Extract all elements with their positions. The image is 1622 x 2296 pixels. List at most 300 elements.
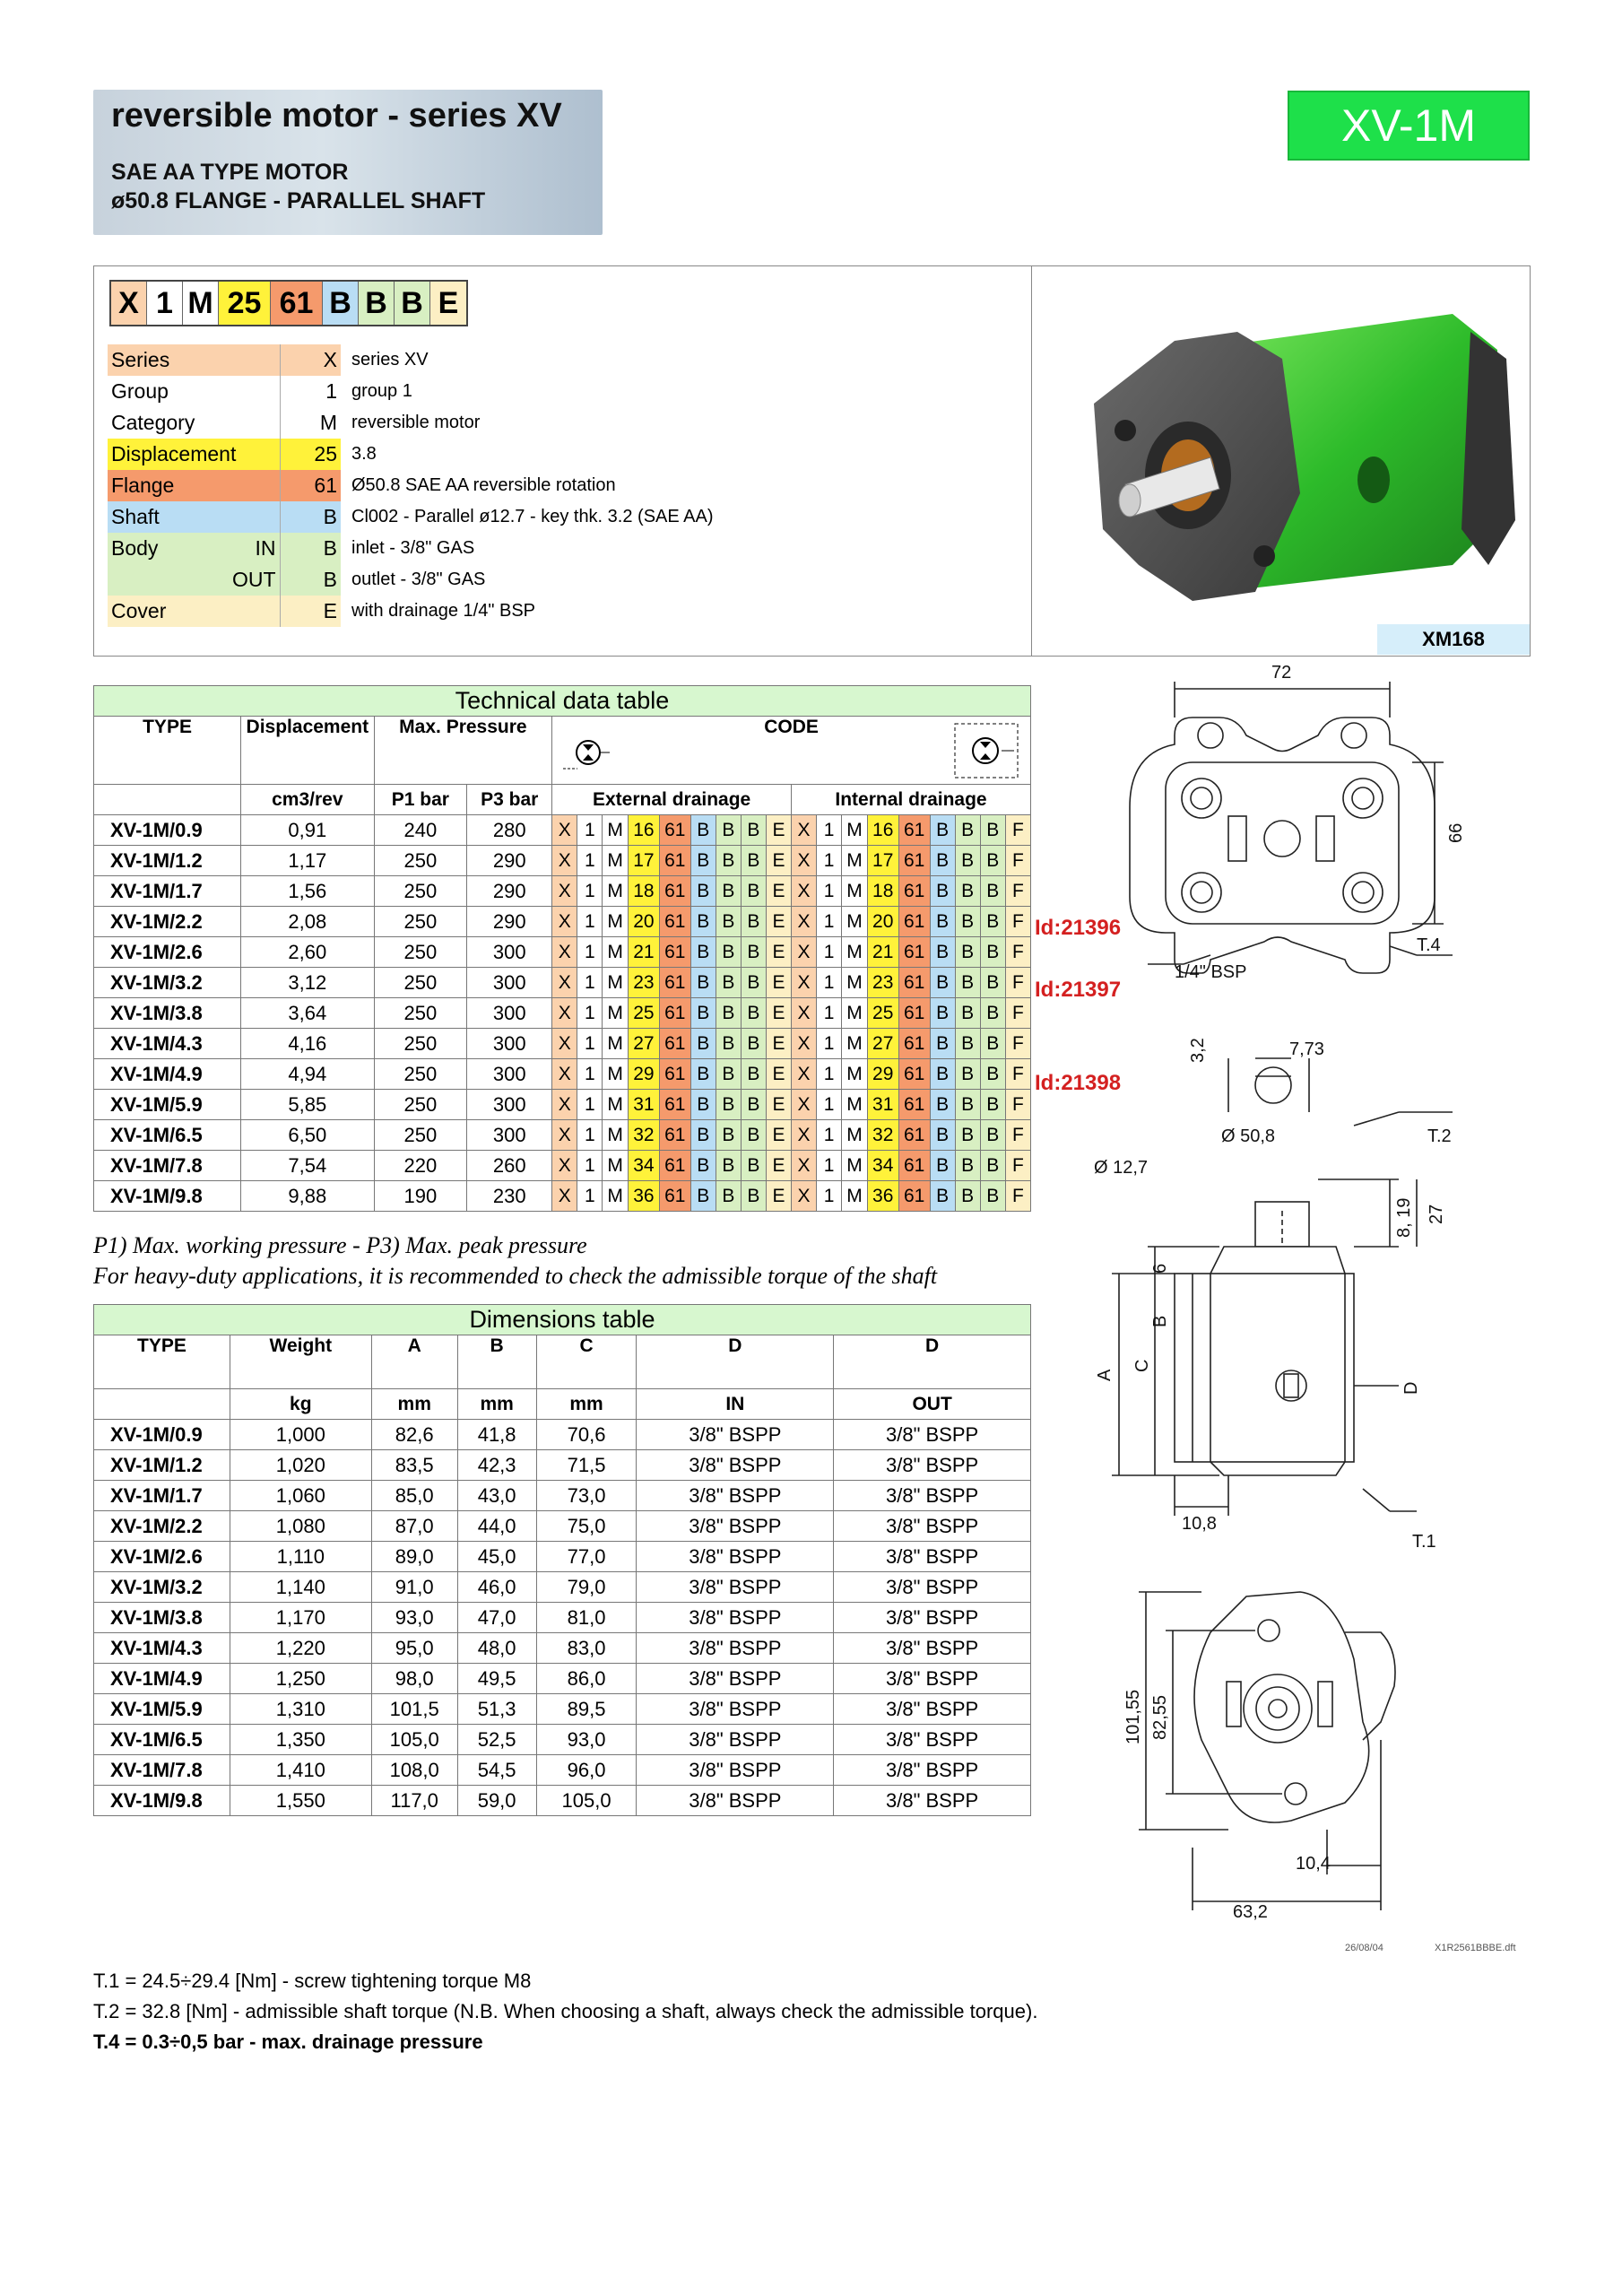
cell-type: XV-1M/3.2: [94, 968, 241, 998]
cell-p3: 300: [467, 998, 552, 1029]
code-displacement: 16: [867, 815, 898, 846]
cell-value: 46,0: [457, 1572, 536, 1603]
dim-col-header: D: [834, 1335, 1031, 1389]
dim-key-3-2: 3,2: [1188, 1038, 1208, 1063]
code-displacement: 23: [867, 968, 898, 998]
cell-value: 52,5: [457, 1725, 536, 1755]
col-max-pressure: Max. Pressure: [374, 717, 552, 785]
code-shaft: B: [930, 968, 955, 998]
dim-10-4: 10,4: [1296, 1854, 1331, 1874]
code-shaft: B: [690, 1181, 716, 1212]
code-body-in: B: [955, 1120, 980, 1151]
code-flange: 61: [898, 907, 930, 937]
code-group: 1: [817, 968, 842, 998]
legend-key-label: Displacement: [111, 442, 237, 465]
code-body-in: B: [716, 1090, 741, 1120]
code-flange: 61: [659, 937, 690, 968]
code-cover: F: [1005, 876, 1030, 907]
code-flange: 61: [659, 968, 690, 998]
dim-27: 27: [1427, 1204, 1446, 1224]
cell-p1: 250: [374, 968, 467, 998]
code-body-out: B: [741, 1090, 766, 1120]
code-group: 1: [817, 907, 842, 937]
cell-value: 3/8" BSPP: [834, 1786, 1031, 1816]
code-shaft: B: [930, 876, 955, 907]
legend-value: 25: [280, 439, 341, 470]
cell-value: 83,0: [536, 1633, 637, 1664]
code-cover: E: [766, 998, 791, 1029]
cell-type: XV-1M/2.2: [94, 907, 241, 937]
col-code-label: CODE: [764, 717, 819, 737]
cell-type: XV-1M/4.3: [94, 1633, 230, 1664]
dim-col-header: Weight: [230, 1335, 371, 1389]
dim-diameter-50-8: Ø 50,8: [1221, 1126, 1276, 1146]
legend-description: inlet - 3/8" GAS: [351, 538, 475, 558]
code-flange: 61: [898, 815, 930, 846]
cell-value: 95,0: [371, 1633, 457, 1664]
code-body-in: B: [955, 1059, 980, 1090]
header-internal-drainage: Internal drainage: [792, 785, 1031, 815]
page-subtitle-type: SAE AA TYPE MOTOR: [111, 160, 349, 185]
cell-type: XV-1M/2.2: [94, 1511, 230, 1542]
dim-col-unit: IN: [637, 1389, 834, 1420]
table-row: [94, 1481, 1031, 1511]
code-group: 1: [577, 907, 603, 937]
code-body-in: B: [716, 968, 741, 998]
legend-description: Ø50.8 SAE AA reversible rotation: [351, 475, 616, 495]
dim-col-header: TYPE: [94, 1335, 230, 1389]
code-cover: F: [1005, 1181, 1030, 1212]
legend-sub-label: IN: [255, 536, 276, 560]
code-body-in: B: [716, 1181, 741, 1212]
code-body-out: B: [741, 1181, 766, 1212]
cell-value: 101,5: [371, 1694, 457, 1725]
legend-key: [108, 533, 280, 564]
cell-value: 3/8" BSPP: [834, 1572, 1031, 1603]
code-series: X: [552, 1181, 577, 1212]
cell-value: 3/8" BSPP: [834, 1603, 1031, 1633]
cell-value: 108,0: [371, 1755, 457, 1786]
code-category: M: [603, 998, 629, 1029]
col-displacement: Displacement: [241, 717, 375, 785]
code-cover: E: [766, 907, 791, 937]
code-group: 1: [817, 1120, 842, 1151]
table-row: [94, 968, 1031, 998]
cell-value: 1,140: [230, 1572, 371, 1603]
cell-value: 82,6: [371, 1420, 457, 1450]
cell-displacement: 2,60: [241, 937, 375, 968]
unit-p1: P1 bar: [374, 785, 467, 815]
unit-empty: [94, 785, 241, 815]
code-flange: 61: [659, 876, 690, 907]
legend-value: B: [280, 533, 341, 564]
cell-p1: 250: [374, 1059, 467, 1090]
legend-description: with drainage 1/4" BSP: [351, 601, 535, 621]
code-cover: E: [766, 1151, 791, 1181]
code-body-in: B: [955, 907, 980, 937]
table-row: [94, 1572, 1031, 1603]
cell-value: 1,170: [230, 1603, 371, 1633]
code-segment: E: [430, 282, 466, 325]
cell-value: 59,0: [457, 1786, 536, 1816]
code-category: M: [842, 1029, 868, 1059]
cell-value: 75,0: [536, 1511, 637, 1542]
code-body-out: B: [980, 846, 1005, 876]
cell-p1: 250: [374, 1029, 467, 1059]
code-segment: B: [395, 282, 430, 325]
code-category: M: [603, 1120, 629, 1151]
code-body-in: B: [716, 937, 741, 968]
code-shaft: B: [690, 1120, 716, 1151]
dim-8-19: 8, 19: [1394, 1197, 1414, 1238]
legend-value: 1: [280, 376, 341, 407]
code-displacement: 25: [867, 998, 898, 1029]
table-row: [94, 1542, 1031, 1572]
cell-value: 51,3: [457, 1694, 536, 1725]
code-group: 1: [577, 1059, 603, 1090]
dim-D: D: [1401, 1381, 1421, 1395]
dim-col-unit: mm: [457, 1389, 536, 1420]
code-displacement: 20: [867, 907, 898, 937]
cell-type: XV-1M/6.5: [94, 1725, 230, 1755]
code-series: X: [792, 876, 817, 907]
page-subtitle-flange: ø50.8 FLANGE - PARALLEL SHAFT: [111, 188, 486, 213]
legend-value: B: [280, 564, 341, 596]
legend-value: M: [280, 407, 341, 439]
cell-p3: 260: [467, 1151, 552, 1181]
code-flange: 61: [659, 1120, 690, 1151]
legend-row: [108, 376, 1022, 407]
code-series: X: [792, 968, 817, 998]
code-category: M: [603, 815, 629, 846]
code-body-out: B: [741, 1151, 766, 1181]
cell-value: 89,5: [536, 1694, 637, 1725]
cell-p1: 250: [374, 846, 467, 876]
cell-displacement: 5,85: [241, 1090, 375, 1120]
code-flange: 61: [659, 846, 690, 876]
code-category: M: [842, 968, 868, 998]
dim-col-header: D: [637, 1335, 834, 1389]
code-body-out: B: [741, 1120, 766, 1151]
cell-value: 3/8" BSPP: [637, 1664, 834, 1694]
code-category: M: [842, 1181, 868, 1212]
code-cover: E: [766, 1120, 791, 1151]
code-flange: 61: [659, 1151, 690, 1181]
code-group: 1: [817, 998, 842, 1029]
code-category: M: [603, 968, 629, 998]
code-body-in: B: [955, 1029, 980, 1059]
table-row: [94, 1029, 1031, 1059]
cell-value: 86,0: [536, 1664, 637, 1694]
code-body-in: B: [955, 937, 980, 968]
cell-value: 3/8" BSPP: [637, 1755, 834, 1786]
cell-value: 3/8" BSPP: [637, 1450, 834, 1481]
code-body-out: B: [980, 968, 1005, 998]
cell-value: 3/8" BSPP: [834, 1694, 1031, 1725]
legend-row: [108, 596, 1022, 627]
cell-type: XV-1M/1.7: [94, 1481, 230, 1511]
footnote-t4: T.4 = 0.3÷0,5 bar - max. drainage pressure: [93, 2031, 483, 2053]
code-cover: F: [1005, 937, 1030, 968]
code-body-in: B: [955, 968, 980, 998]
code-shaft: B: [930, 1151, 955, 1181]
drawing-id-label: Id:21398: [1035, 1070, 1122, 1095]
legend-row: [108, 344, 1022, 376]
code-displacement: 31: [628, 1090, 659, 1120]
code-displacement: 34: [628, 1151, 659, 1181]
cell-value: 1,350: [230, 1725, 371, 1755]
code-segment: B: [323, 282, 359, 325]
code-cover: F: [1005, 1151, 1030, 1181]
code-displacement: 29: [628, 1059, 659, 1090]
code-series: X: [552, 876, 577, 907]
code-flange: 61: [659, 1090, 690, 1120]
cell-type: XV-1M/1.7: [94, 876, 241, 907]
code-body-in: B: [716, 1059, 741, 1090]
code-displacement: 36: [628, 1181, 659, 1212]
cell-value: 85,0: [371, 1481, 457, 1511]
table-row: [94, 1181, 1031, 1212]
code-group: 1: [817, 846, 842, 876]
code-group: 1: [577, 1090, 603, 1120]
cell-value: 3/8" BSPP: [637, 1694, 834, 1725]
table-row: [94, 1755, 1031, 1786]
table-row: [94, 1120, 1031, 1151]
cell-value: 105,0: [536, 1786, 637, 1816]
table-row: [94, 937, 1031, 968]
code-series: X: [792, 846, 817, 876]
cell-value: 3/8" BSPP: [637, 1420, 834, 1450]
header-external-drainage: External drainage: [552, 785, 792, 815]
code-cover: E: [766, 1059, 791, 1090]
cell-value: 3/8" BSPP: [637, 1572, 834, 1603]
code-category: M: [603, 937, 629, 968]
table-row: [94, 876, 1031, 907]
legend-value: E: [280, 596, 341, 627]
code-cover: F: [1005, 968, 1030, 998]
cell-type: XV-1M/4.9: [94, 1059, 241, 1090]
table-row: [94, 1664, 1031, 1694]
dimensions-table: [93, 1304, 1031, 1816]
code-category: M: [603, 1059, 629, 1090]
legend-key-label: Shaft: [111, 505, 160, 528]
code-shaft: B: [930, 907, 955, 937]
code-segment: 61: [271, 282, 323, 325]
code-body-in: B: [716, 1029, 741, 1059]
code-series: X: [552, 1120, 577, 1151]
code-displacement: 25: [628, 998, 659, 1029]
legend-description: outlet - 3/8" GAS: [351, 570, 486, 589]
legend-row: [108, 470, 1022, 501]
code-body-out: B: [980, 876, 1005, 907]
code-cover: E: [766, 815, 791, 846]
code-body-out: B: [980, 998, 1005, 1029]
code-shaft: B: [930, 1181, 955, 1212]
legend-description: group 1: [351, 381, 412, 401]
dim-B: B: [1150, 1315, 1170, 1327]
cell-displacement: 3,64: [241, 998, 375, 1029]
code-displacement: 32: [628, 1120, 659, 1151]
code-series: X: [552, 1029, 577, 1059]
unit-displacement: cm3/rev: [241, 785, 375, 815]
code-body-out: B: [980, 1090, 1005, 1120]
code-flange: 61: [898, 876, 930, 907]
code-series: X: [552, 1059, 577, 1090]
code-segment: 1: [147, 282, 183, 325]
cell-value: 3/8" BSPP: [834, 1542, 1031, 1572]
cell-value: 3/8" BSPP: [637, 1603, 834, 1633]
code-body-in: B: [955, 998, 980, 1029]
legend-key-label: Category: [111, 411, 195, 434]
code-series: X: [792, 1151, 817, 1181]
cell-p3: 290: [467, 907, 552, 937]
code-body-in: B: [955, 1151, 980, 1181]
cell-value: 105,0: [371, 1725, 457, 1755]
table-row: [94, 1511, 1031, 1542]
cell-p1: 190: [374, 1181, 467, 1212]
code-category: M: [603, 1029, 629, 1059]
cell-p1: 220: [374, 1151, 467, 1181]
code-cover: F: [1005, 998, 1030, 1029]
cell-p3: 300: [467, 1029, 552, 1059]
cell-value: 42,3: [457, 1450, 536, 1481]
legend-row: [108, 533, 1022, 564]
code-shaft: B: [690, 1059, 716, 1090]
code-displacement: 18: [867, 876, 898, 907]
technical-data-table: [93, 685, 1031, 1212]
legend-value: B: [280, 501, 341, 533]
code-category: M: [842, 846, 868, 876]
table-row: [94, 1059, 1031, 1090]
code-shaft: B: [690, 1151, 716, 1181]
code-shaft: B: [930, 1029, 955, 1059]
code-group: 1: [577, 846, 603, 876]
cell-value: 3/8" BSPP: [834, 1420, 1031, 1450]
code-group: 1: [817, 876, 842, 907]
code-cover: E: [766, 876, 791, 907]
cell-value: 83,5: [371, 1450, 457, 1481]
cell-displacement: 1,17: [241, 846, 375, 876]
cell-value: 71,5: [536, 1450, 637, 1481]
code-category: M: [603, 846, 629, 876]
cell-type: XV-1M/3.8: [94, 998, 241, 1029]
code-body-in: B: [716, 907, 741, 937]
legend-description: reversible motor: [351, 413, 481, 432]
cell-value: 81,0: [536, 1603, 637, 1633]
cell-p3: 290: [467, 846, 552, 876]
dim-width-72: 72: [1271, 664, 1292, 683]
cell-p1: 250: [374, 937, 467, 968]
dim-table-caption: Dimensions table: [94, 1305, 1031, 1335]
cell-value: 3/8" BSPP: [834, 1481, 1031, 1511]
code-cover: E: [766, 937, 791, 968]
code-shaft: B: [930, 1059, 955, 1090]
technical-drawing: [1076, 664, 1532, 1955]
code-displacement: 27: [867, 1029, 898, 1059]
label-t1: T.1: [1412, 1532, 1436, 1552]
legend-description: Cl002 - Parallel ø12.7 - key thk. 3.2 (SAE AA): [351, 507, 714, 526]
code-series: X: [792, 1090, 817, 1120]
code-group: 1: [817, 1059, 842, 1090]
code-body-in: B: [716, 846, 741, 876]
legend-key-label: Cover: [111, 599, 167, 622]
cell-type: XV-1M/4.9: [94, 1664, 230, 1694]
code-body-in: B: [955, 876, 980, 907]
code-cover: F: [1005, 1120, 1030, 1151]
cell-value: 45,0: [457, 1542, 536, 1572]
code-shaft: B: [690, 1090, 716, 1120]
code-category: M: [842, 815, 868, 846]
code-displacement: 20: [628, 907, 659, 937]
dim-col-unit: kg: [230, 1389, 371, 1420]
table-row: [94, 1725, 1031, 1755]
cell-displacement: 9,88: [241, 1181, 375, 1212]
code-shaft: B: [930, 1090, 955, 1120]
code-shaft: B: [690, 876, 716, 907]
cell-p3: 230: [467, 1181, 552, 1212]
legend-key-label: Flange: [111, 474, 175, 497]
cell-value: 77,0: [536, 1542, 637, 1572]
cell-p1: 250: [374, 876, 467, 907]
cell-type: XV-1M/3.2: [94, 1572, 230, 1603]
code-series: X: [552, 815, 577, 846]
code-category: M: [842, 998, 868, 1029]
cell-type: XV-1M/0.9: [94, 815, 241, 846]
tech-table-caption: Technical data table: [94, 686, 1031, 717]
code-group: 1: [817, 1090, 842, 1120]
legend-key: [108, 501, 280, 533]
cell-displacement: 2,08: [241, 907, 375, 937]
cell-type: XV-1M/9.8: [94, 1181, 241, 1212]
drawing-date: 26/08/04: [1345, 1943, 1383, 1953]
code-series: X: [792, 907, 817, 937]
code-category: M: [842, 907, 868, 937]
cell-p3: 300: [467, 968, 552, 998]
legend-key-label: Body: [111, 536, 159, 560]
code-body-in: B: [955, 1181, 980, 1212]
cell-value: 3/8" BSPP: [834, 1664, 1031, 1694]
code-category: M: [603, 1090, 629, 1120]
code-category: M: [842, 937, 868, 968]
legend-key: [108, 470, 280, 501]
code-series: X: [792, 1181, 817, 1212]
code-shaft: B: [930, 937, 955, 968]
code-body-out: B: [980, 1151, 1005, 1181]
code-group: 1: [817, 1181, 842, 1212]
legend-row: [108, 407, 1022, 439]
cell-value: 3/8" BSPP: [637, 1633, 834, 1664]
table-row: [94, 1151, 1031, 1181]
code-flange: 61: [898, 846, 930, 876]
cell-p3: 300: [467, 937, 552, 968]
cell-value: 117,0: [371, 1786, 457, 1816]
code-displacement: 16: [628, 815, 659, 846]
ordering-code-strip: [109, 280, 468, 326]
cell-p3: 300: [467, 1120, 552, 1151]
legend-value: X: [280, 344, 341, 376]
cell-displacement: 7,54: [241, 1151, 375, 1181]
cell-p1: 250: [374, 907, 467, 937]
cell-displacement: 6,50: [241, 1120, 375, 1151]
code-segment: B: [359, 282, 395, 325]
code-displacement: 21: [628, 937, 659, 968]
table-row: [94, 846, 1031, 876]
code-shaft: B: [690, 937, 716, 968]
cell-type: XV-1M/7.8: [94, 1151, 241, 1181]
cell-type: XV-1M/6.5: [94, 1120, 241, 1151]
code-body-in: B: [716, 1120, 741, 1151]
code-category: M: [603, 907, 629, 937]
